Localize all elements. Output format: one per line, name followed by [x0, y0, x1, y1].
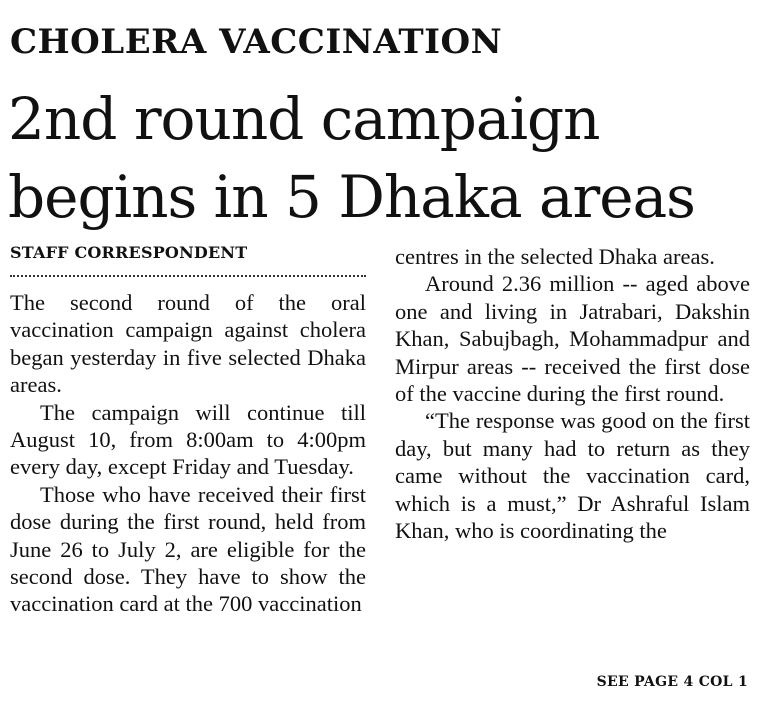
headline-line-1: 2nd round campaign — [8, 85, 600, 153]
continued-on-page-line: SEE PAGE 4 COL 1 — [596, 674, 748, 690]
paragraph: centres in the selected Dhaka areas. — [395, 244, 715, 269]
article-column-1 — [10, 289, 366, 618]
byline-divider — [10, 275, 366, 277]
headline — [8, 80, 758, 236]
byline: STAFF CORRESPONDENT — [10, 243, 248, 262]
paragraph: The second round of the oral vaccination campaign against cholera began yesterday in five selected Dhaka areas. — [10, 290, 366, 398]
paragraph: Around 2.36 million -- aged above one and living in Jatrabari, Dakshin Khan, Sabujbagh, Mohammadpur and Mirpur areas -- received the first dose of the vaccine during the first round. — [395, 271, 750, 407]
headline-line-2: begins in 5 Dhaka areas — [8, 163, 695, 231]
paragraph: Those who have received their first dose during the first round, held from June 26 to July 2, are eligible for the second dose. They have to show the vaccination card at the 700 vaccination — [10, 481, 366, 617]
kicker: CHOLERA VACCINATION — [10, 22, 503, 62]
paragraph: The campaign will continue till August 10, from 8:00am to 4:00pm every day, except Friday and Tuesday. — [10, 399, 366, 480]
paragraph: “The response was good on the first day, but many had to return as they came without the vaccination card, which is a must,” Dr Ashraful Islam Khan, who is coordinating the — [395, 408, 750, 544]
article-column-2 — [395, 243, 750, 544]
